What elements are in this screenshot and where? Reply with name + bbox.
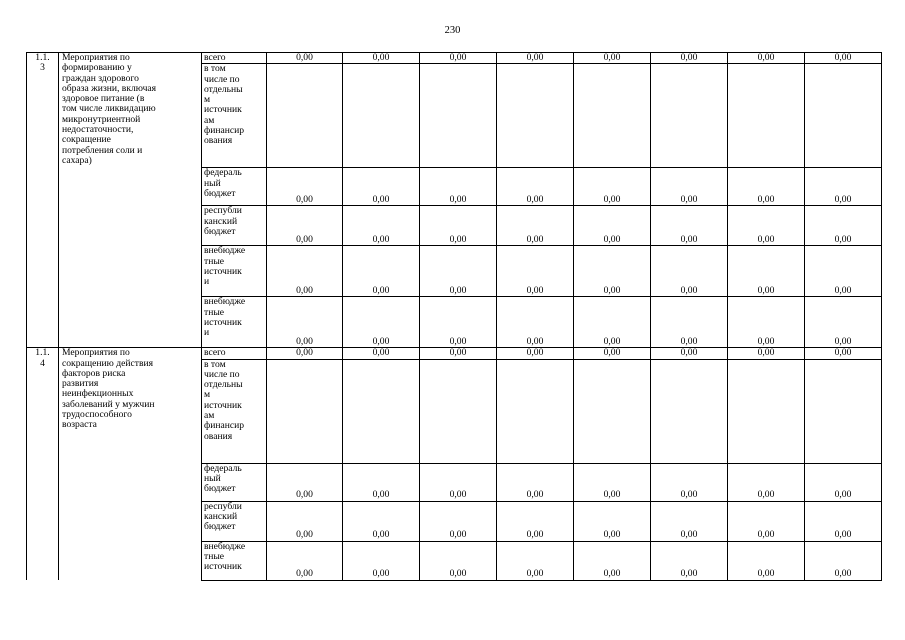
page-number: 230 [444,25,461,36]
amount-cell [343,64,420,168]
amount-cell: 0,00 [420,501,497,541]
amount-cell: 0,00 [267,463,343,501]
amount-cell: 0,00 [805,501,882,541]
amount-cell: 0,00 [343,53,420,64]
amount-cell: 0,00 [420,53,497,64]
amount-cell: 0,00 [574,541,651,580]
funding-source-label: в том числе по отдельны м источник ам финансир ования [202,359,267,463]
amount-cell [805,64,882,168]
funding-source-label: внебюдже тные источник и [202,246,267,297]
amount-cell: 0,00 [574,348,651,359]
funding-source-label: федераль ный бюджет [202,463,267,501]
amount-cell: 0,00 [267,297,343,348]
amount-cell: 0,00 [574,53,651,64]
amount-cell: 0,00 [651,168,728,206]
amount-cell: 0,00 [497,246,574,297]
amount-cell: 0,00 [343,297,420,348]
amount-cell: 0,00 [651,297,728,348]
amount-cell: 0,00 [728,541,805,580]
amount-cell: 0,00 [267,348,343,359]
amount-cell: 0,00 [574,297,651,348]
amount-cell [420,359,497,463]
amount-cell: 0,00 [420,463,497,501]
item-number: 1.1. 3 [27,53,59,348]
funding-table [26,52,882,581]
funding-source-label: всего [202,348,267,359]
amount-cell: 0,00 [343,206,420,246]
amount-cell: 0,00 [343,463,420,501]
amount-cell: 0,00 [420,348,497,359]
activity-name: Мероприятия по формированию у граждан здорового образа жизни, включая здоровое питание (в том числе ликвидацию микронутриентной недостаточности, сокращение потребления соли и сахара) [59,53,202,348]
amount-cell [728,359,805,463]
amount-cell: 0,00 [805,463,882,501]
amount-cell [343,359,420,463]
amount-cell: 0,00 [651,541,728,580]
amount-cell: 0,00 [728,168,805,206]
amount-cell: 0,00 [728,297,805,348]
amount-cell: 0,00 [420,206,497,246]
amount-cell: 0,00 [805,53,882,64]
amount-cell: 0,00 [805,297,882,348]
amount-cell: 0,00 [267,168,343,206]
amount-cell: 0,00 [420,297,497,348]
amount-cell: 0,00 [728,53,805,64]
amount-cell: 0,00 [267,541,343,580]
amount-cell: 0,00 [497,541,574,580]
amount-cell: 0,00 [343,541,420,580]
amount-cell [728,64,805,168]
amount-cell: 0,00 [651,246,728,297]
amount-cell: 0,00 [728,246,805,297]
amount-cell: 0,00 [651,206,728,246]
amount-cell: 0,00 [805,246,882,297]
amount-cell: 0,00 [497,348,574,359]
amount-cell [805,359,882,463]
amount-cell: 0,00 [267,206,343,246]
amount-cell: 0,00 [497,206,574,246]
amount-cell [574,359,651,463]
amount-cell: 0,00 [343,168,420,206]
funding-source-label: республи канский бюджет [202,206,267,246]
amount-cell: 0,00 [267,53,343,64]
amount-cell: 0,00 [420,541,497,580]
amount-cell [651,359,728,463]
amount-cell: 0,00 [343,348,420,359]
amount-cell: 0,00 [728,463,805,501]
funding-source-label: в том числе по отдельны м источник ам финансир ования [202,64,267,168]
amount-cell [497,359,574,463]
amount-cell: 0,00 [728,348,805,359]
amount-cell: 0,00 [805,206,882,246]
amount-cell: 0,00 [574,168,651,206]
funding-source-label: внебюдже тные источник [202,541,267,580]
amount-cell [497,64,574,168]
amount-cell: 0,00 [574,206,651,246]
funding-source-label: всего [202,53,267,64]
amount-cell: 0,00 [651,348,728,359]
amount-cell: 0,00 [497,297,574,348]
amount-cell: 0,00 [728,206,805,246]
item-number: 1.1. 4 [27,348,59,580]
amount-cell: 0,00 [497,463,574,501]
amount-cell: 0,00 [497,53,574,64]
activity-name: Мероприятия по сокращению действия факторов риска развития неинфекционных заболеваний у мужчин трудоспособного возраста [59,348,202,580]
amount-cell: 0,00 [805,541,882,580]
amount-cell [420,64,497,168]
amount-cell: 0,00 [651,53,728,64]
amount-cell: 0,00 [651,463,728,501]
amount-cell: 0,00 [343,246,420,297]
amount-cell: 0,00 [267,501,343,541]
amount-cell: 0,00 [497,501,574,541]
funding-source-label: федераль ный бюджет [202,168,267,206]
amount-cell [267,359,343,463]
amount-cell: 0,00 [651,501,728,541]
amount-cell: 0,00 [497,168,574,206]
amount-cell: 0,00 [574,246,651,297]
amount-cell: 0,00 [420,168,497,206]
funding-source-label: внебюдже тные источник и [202,297,267,348]
amount-cell: 0,00 [728,501,805,541]
table-row [27,53,882,64]
amount-cell [651,64,728,168]
amount-cell: 0,00 [420,246,497,297]
amount-cell: 0,00 [574,463,651,501]
amount-cell [574,64,651,168]
amount-cell: 0,00 [267,246,343,297]
table-row [27,348,882,359]
amount-cell: 0,00 [574,501,651,541]
amount-cell [267,64,343,168]
amount-cell: 0,00 [805,168,882,206]
funding-source-label: республи канский бюджет [202,501,267,541]
amount-cell: 0,00 [805,348,882,359]
amount-cell: 0,00 [343,501,420,541]
